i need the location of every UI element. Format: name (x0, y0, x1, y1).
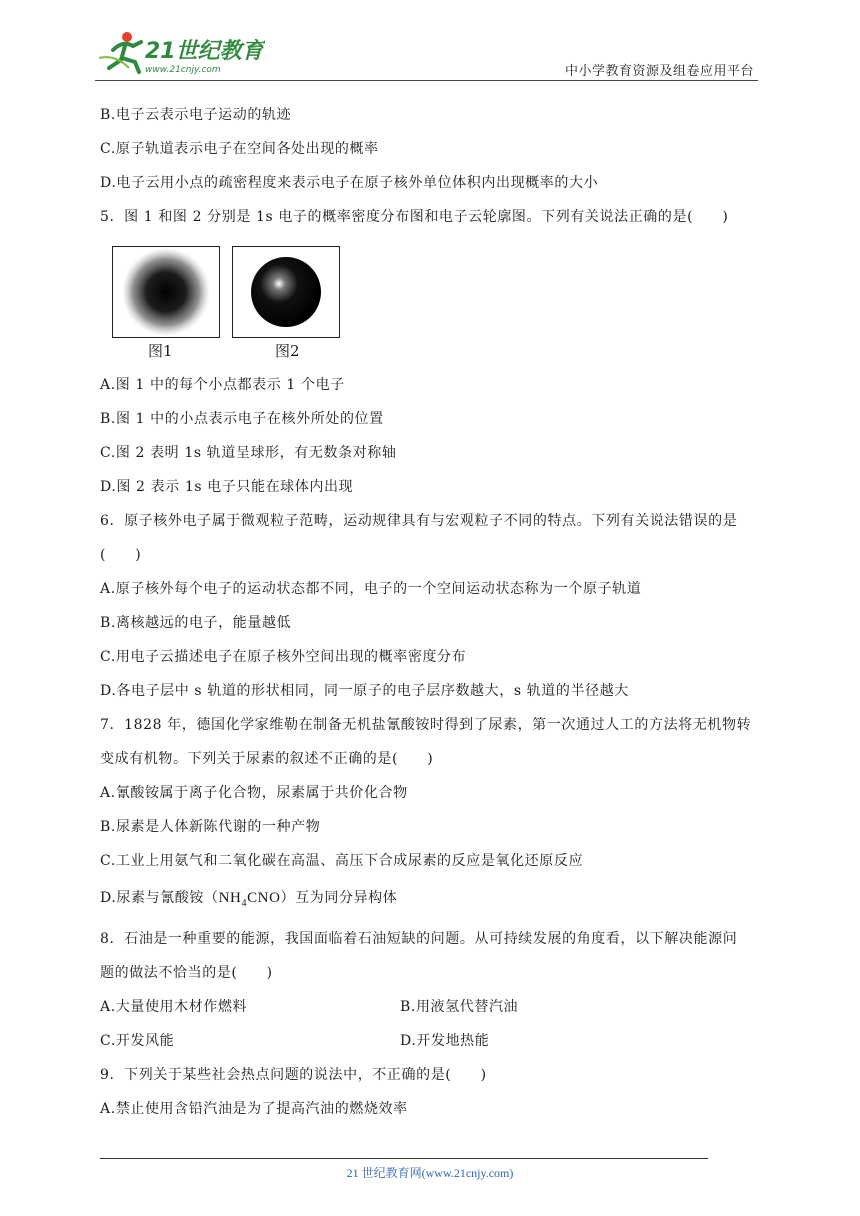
option-line: D.开发地热能 (400, 1033, 490, 1049)
option-line: C.图 2 表明 1s 轨道呈球形，有无数条对称轴 (100, 445, 397, 461)
option-line: B.用液氢代替汽油 (400, 999, 519, 1015)
platform-name: 中小学教育资源及组卷应用平台 (564, 64, 754, 79)
figure-2-caption: 图2 (275, 342, 300, 360)
question-5: 5．图 1 和图 2 分别是 1s 电子的概率密度分布图和电子云轮廓图。下列有关说法正确的是( ) (100, 209, 729, 225)
electron-cloud-outline-image (232, 246, 340, 338)
option-line: B.离核越远的电子，能量越低 (100, 615, 292, 631)
footer-link[interactable]: 21 世纪教育网(www.21cnjy.com) (346, 1166, 514, 1180)
site-logo[interactable] (95, 28, 265, 76)
footer-divider (100, 1158, 708, 1159)
option-line: C.工业上用氨气和二氧化碳在高温、高压下合成尿素的反应是氧化还原反应 (100, 853, 584, 869)
option-line: A.氰酸铵属于离子化合物，尿素属于共价化合物 (100, 785, 408, 801)
option-line: D.电子云用小点的疏密程度来表示电子在原子核外单位体积内出现概率的大小 (100, 175, 599, 191)
option-line: A.禁止使用含铅汽油是为了提高汽油的燃烧效率 (100, 1101, 408, 1117)
question-6: 6．原子核外电子属于微观粒子范畴，运动规律具有与宏观粒子不同的特点。下列有关说法错误的是 (100, 513, 738, 529)
page-header (95, 28, 760, 78)
option-line: C.开发风能 (100, 1033, 175, 1049)
option-line: B.图 1 中的小点表示电子在核外所处的位置 (100, 411, 384, 427)
question-8-cont: 题的做法不恰当的是( ) (100, 965, 273, 981)
header-divider (95, 80, 758, 81)
option-line: D.图 2 表示 1s 电子只能在球体内出现 (100, 479, 354, 495)
option-line: A.原子核外每个电子的运动状态都不同，电子的一个空间运动状态称为一个原子轨道 (100, 581, 642, 597)
option-line: A.图 1 中的每个小点都表示 1 个电子 (100, 377, 345, 393)
question-7: 7．1828 年，德国化学家维勒在制备无机盐氰酸铵时得到了尿素，第一次通过人工的方法将无机物转 (100, 717, 752, 733)
option-line: C.原子轨道表示电子在空间各处出现的概率 (100, 141, 379, 157)
question-7-cont: 变成有机物。下列关于尿素的叙述不正确的是( ) (100, 751, 434, 767)
option-line (100, 888, 397, 914)
question-6-bracket: ( ) (100, 547, 142, 563)
probability-density-image (112, 246, 220, 338)
option-line: A.大量使用木材作燃料 (100, 999, 248, 1015)
svg-text:21世纪教育: 21世纪教育 (145, 39, 264, 64)
option-text: D.尿素与氰酸铵（ (100, 890, 219, 906)
option-line: D.各电子层中 s 轨道的形状相同，同一原子的电子层序数越大，s 轨道的半径越大 (100, 683, 629, 699)
question-8: 8．石油是一种重要的能源，我国面临着石油短缺的问题。从可持续发展的角度看，以下解决能源问 (100, 931, 738, 947)
svg-text:www.21cnjy.com: www.21cnjy.com (145, 65, 221, 75)
question-9: 9．下列关于某些社会热点问题的说法中，不正确的是( ) (100, 1067, 487, 1083)
option-line: C.用电子云描述电子在原子核外空间出现的概率密度分布 (100, 649, 467, 665)
option-text: ）互为同分异构体 (280, 890, 398, 906)
figure-1-caption: 图1 (148, 342, 173, 360)
chemical-formula: $NH_4CNO$ (218, 890, 281, 909)
option-line: B.尿素是人体新陈代谢的一种产物 (100, 819, 321, 835)
orbital-figure (112, 246, 342, 364)
option-line: B.电子云表示电子运动的轨迹 (100, 107, 292, 123)
